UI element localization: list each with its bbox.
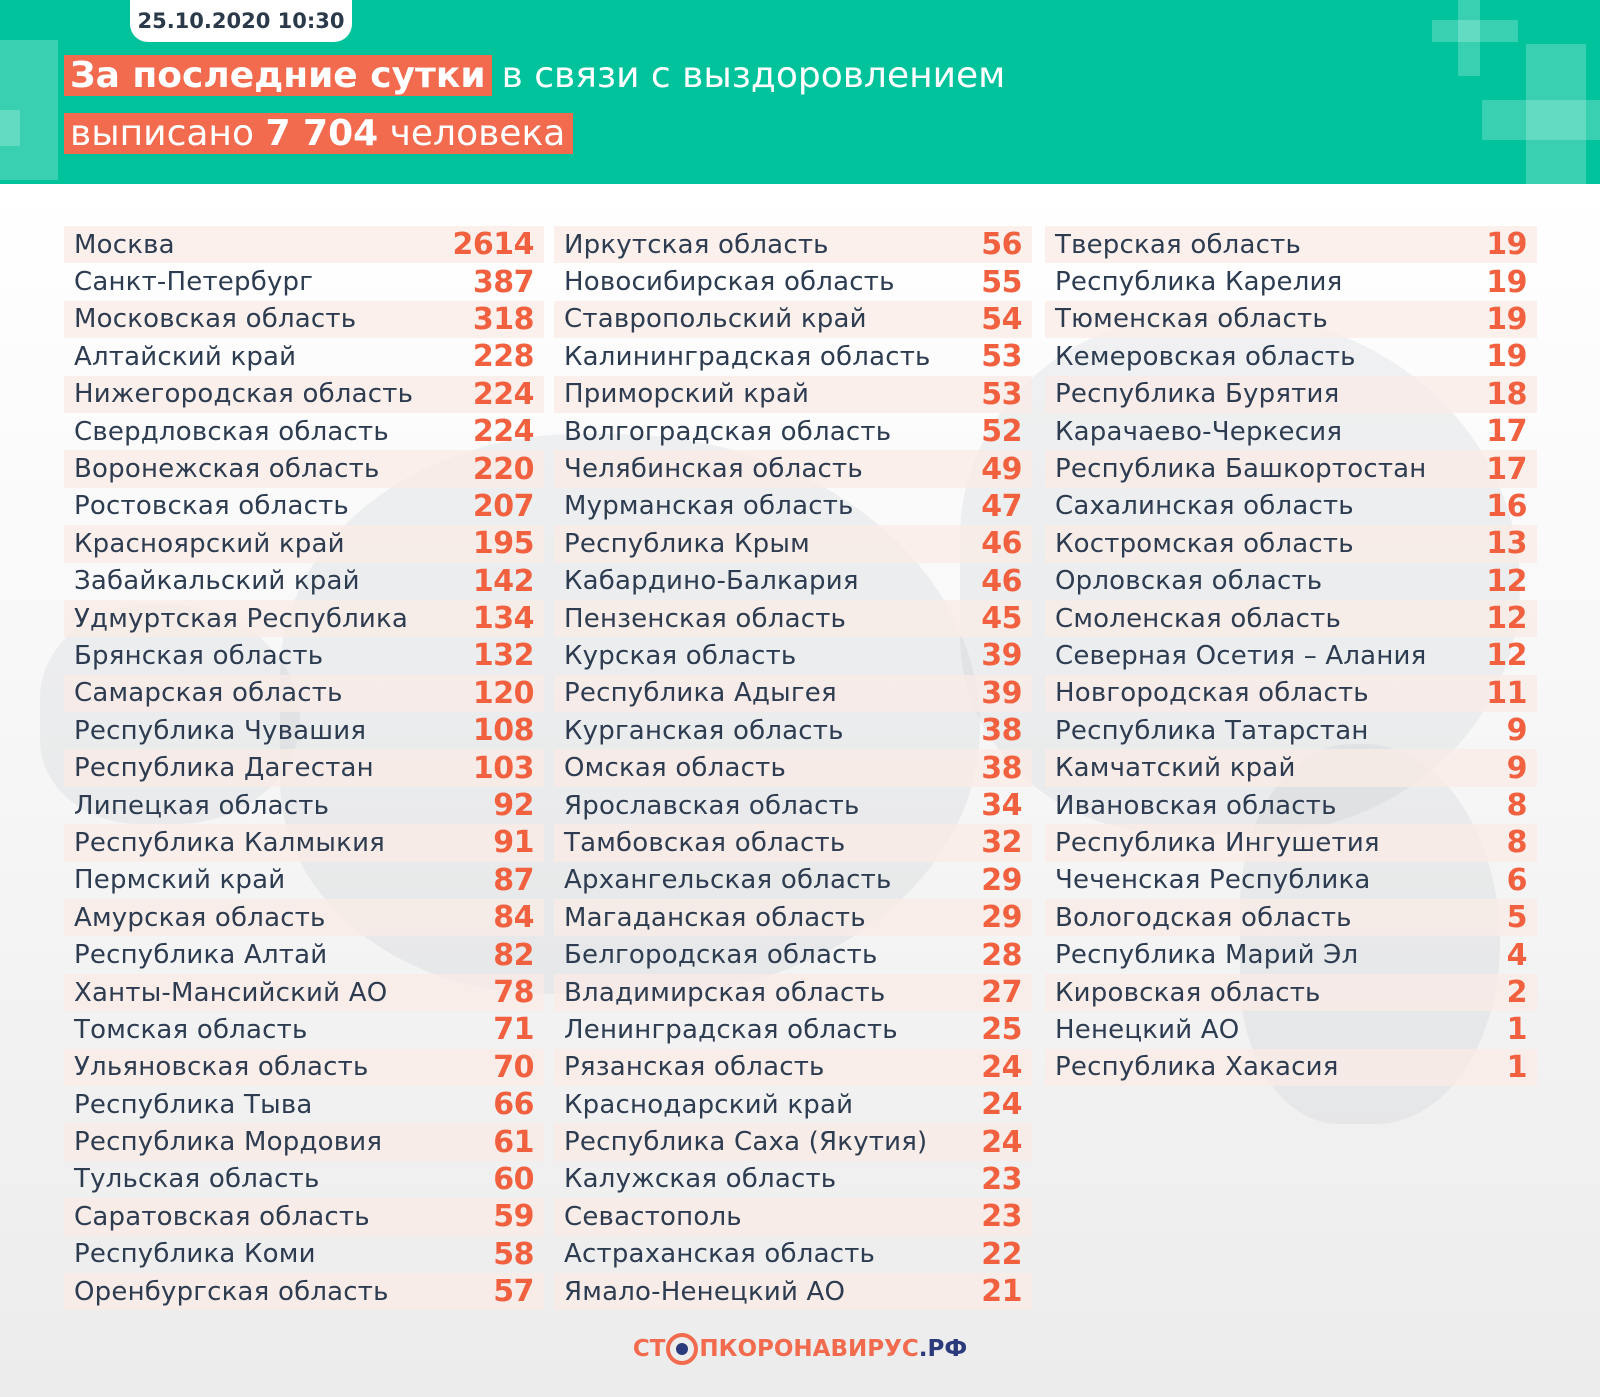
region-row <box>554 600 1032 637</box>
recovered-count: 103 <box>472 750 534 786</box>
region-row <box>1045 450 1537 487</box>
recovered-count: 8 <box>1506 788 1527 824</box>
recovered-count: 13 <box>1486 526 1527 562</box>
region-row <box>1045 824 1537 861</box>
region-row <box>1045 974 1537 1011</box>
recovered-count: 134 <box>472 601 534 637</box>
region-row <box>554 974 1032 1011</box>
recovered-count: 39 <box>981 638 1022 674</box>
region-row <box>64 413 544 450</box>
region-name: Республика Чувашия <box>74 715 367 746</box>
region-row <box>1045 226 1537 263</box>
region-name: Карачаево-Черкесия <box>1055 416 1343 447</box>
recovered-count: 228 <box>472 339 534 375</box>
recovered-count: 16 <box>1486 488 1527 524</box>
recovered-count: 12 <box>1486 563 1527 599</box>
region-name: Курская область <box>564 640 797 671</box>
recovered-count: 2614 <box>452 227 534 263</box>
region-row <box>554 637 1032 674</box>
region-row <box>554 749 1032 786</box>
recovered-count: 38 <box>981 750 1022 786</box>
region-name: Республика Марий Эл <box>1055 940 1359 971</box>
recovered-count: 220 <box>472 451 534 487</box>
region-name: Курганская область <box>564 715 844 746</box>
region-name: Свердловская область <box>74 416 389 447</box>
region-row <box>1045 862 1537 899</box>
region-row <box>1045 749 1537 786</box>
region-name: Смоленская область <box>1055 603 1341 634</box>
region-name: Кировская область <box>1055 977 1321 1008</box>
recovered-count: 39 <box>981 675 1022 711</box>
recovered-count: 66 <box>493 1087 534 1123</box>
region-row <box>64 899 544 936</box>
region-row <box>64 226 544 263</box>
region-name: Владимирская область <box>564 977 886 1008</box>
recovered-count: 19 <box>1486 264 1527 300</box>
region-name: Астраханская область <box>564 1239 876 1270</box>
region-name: Кемеровская область <box>1055 341 1356 372</box>
region-row <box>554 862 1032 899</box>
recovered-count: 32 <box>981 825 1022 861</box>
region-row <box>1045 675 1537 712</box>
headline-line-2 <box>64 108 573 160</box>
region-name: Республика Башкортостан <box>1055 454 1427 485</box>
region-name: Белгородская область <box>564 940 878 971</box>
region-name: Кабардино-Балкария <box>564 566 859 597</box>
region-name: Севастополь <box>564 1201 742 1232</box>
recovered-count: 46 <box>981 526 1022 562</box>
region-row <box>554 1011 1032 1048</box>
region-name: Санкт-Петербург <box>74 267 314 298</box>
recovered-count: 22 <box>981 1236 1022 1272</box>
region-name: Республика Бурятия <box>1055 379 1340 410</box>
recovered-count: 4 <box>1506 937 1527 973</box>
region-row <box>1045 488 1537 525</box>
region-name: Чеченская Республика <box>1055 865 1371 896</box>
region-name: Липецкая область <box>74 790 330 821</box>
region-name: Тульская область <box>74 1164 320 1195</box>
region-name: Северная Осетия – Алания <box>1055 640 1427 671</box>
recovered-count: 28 <box>981 937 1022 973</box>
region-row <box>64 974 544 1011</box>
region-row <box>1045 899 1537 936</box>
region-row <box>554 376 1032 413</box>
region-row <box>554 263 1032 300</box>
region-row <box>64 1161 544 1198</box>
region-name: Краснодарский край <box>564 1089 854 1120</box>
region-row <box>1045 712 1537 749</box>
region-name: Ярославская область <box>564 790 860 821</box>
region-row <box>64 712 544 749</box>
recovered-count: 2 <box>1506 975 1527 1010</box>
region-row <box>64 488 544 525</box>
recovered-count: 9 <box>1506 713 1527 749</box>
recovered-count: 54 <box>981 301 1022 337</box>
region-name: Ставропольский край <box>564 304 867 335</box>
region-row <box>1045 263 1537 300</box>
region-name: Рязанская область <box>564 1052 825 1083</box>
region-name: Амурская область <box>74 902 326 933</box>
recovered-count: 387 <box>472 264 534 300</box>
region-row <box>1045 1049 1537 1086</box>
region-row <box>1045 376 1537 413</box>
region-name: Камчатский край <box>1055 753 1296 784</box>
region-name: Вологодская область <box>1055 902 1352 933</box>
region-row <box>554 899 1032 936</box>
region-name: Московская область <box>74 304 357 335</box>
region-row <box>554 1273 1032 1310</box>
region-row <box>64 1123 544 1160</box>
region-name: Пермский край <box>74 865 286 896</box>
region-name: Республика Саха (Якутия) <box>564 1127 928 1158</box>
region-row <box>554 563 1032 600</box>
region-row <box>64 637 544 674</box>
region-name: Калининградская область <box>564 341 931 372</box>
recovered-count: 1 <box>1506 1012 1527 1048</box>
decorative-cross <box>1482 100 1600 140</box>
region-row <box>1045 525 1537 562</box>
logo-text-start: СТ <box>632 1336 666 1362</box>
region-row <box>554 675 1032 712</box>
recovered-count: 92 <box>493 788 534 824</box>
region-name: Удмуртская Республика <box>74 603 409 634</box>
region-name: Республика Адыгея <box>564 678 837 709</box>
region-row <box>554 338 1032 375</box>
region-name: Иркутская область <box>564 229 829 260</box>
recovered-count: 19 <box>1486 301 1527 337</box>
headline-prefix: выписано <box>70 113 254 154</box>
region-name: Магаданская область <box>564 902 866 933</box>
headline-suffix: человека <box>389 113 566 154</box>
region-row <box>1045 1011 1537 1048</box>
region-row <box>554 1198 1032 1235</box>
recovered-count: 224 <box>472 414 534 450</box>
recovered-count: 27 <box>981 975 1022 1010</box>
region-row <box>554 787 1032 824</box>
region-row <box>64 1086 544 1123</box>
region-row <box>64 862 544 899</box>
region-name: Республика Тыва <box>74 1089 313 1120</box>
region-name: Новосибирская область <box>564 267 895 298</box>
logo-text-main: ПКОРОНАВИРУС <box>699 1336 919 1362</box>
region-name: Архангельская область <box>564 865 892 896</box>
recovered-count: 70 <box>493 1049 534 1085</box>
region-row <box>64 787 544 824</box>
region-row <box>64 675 544 712</box>
recovered-count: 207 <box>472 488 534 524</box>
region-name: Москва <box>74 229 175 260</box>
recovered-count: 47 <box>981 488 1022 524</box>
region-row <box>64 1273 544 1310</box>
region-name: Республика Алтай <box>74 940 328 971</box>
region-row <box>64 824 544 861</box>
recovered-count: 46 <box>981 563 1022 599</box>
recovered-count: 9 <box>1506 750 1527 786</box>
region-row <box>554 1161 1032 1198</box>
region-row <box>64 936 544 973</box>
logo-text-domain: .РФ <box>918 1336 968 1362</box>
region-row <box>1045 301 1537 338</box>
headline-highlight: За последние сутки <box>64 55 492 96</box>
headline-number: 7 704 <box>265 113 379 154</box>
recovered-count: 11 <box>1486 675 1527 711</box>
region-name: Сахалинская область <box>1055 491 1354 522</box>
recovered-count: 6 <box>1506 862 1527 898</box>
region-name: Приморский край <box>564 379 810 410</box>
recovered-count: 45 <box>981 601 1022 637</box>
region-name: Нижегородская область <box>74 379 414 410</box>
region-name: Ямало-Ненецкий АО <box>564 1276 846 1307</box>
region-name: Ульяновская область <box>74 1052 369 1083</box>
region-row <box>64 600 544 637</box>
region-row <box>554 936 1032 973</box>
region-name: Забайкальский край <box>74 566 360 597</box>
region-row <box>1045 936 1537 973</box>
recovered-count: 1 <box>1506 1049 1527 1085</box>
region-name: Республика Калмыкия <box>74 827 386 858</box>
region-name: Тюменская область <box>1055 304 1328 335</box>
recovered-count: 24 <box>981 1124 1022 1160</box>
region-name: Республика Хакасия <box>1055 1052 1339 1083</box>
recovered-count: 12 <box>1486 601 1527 637</box>
region-name: Ханты-Мансийский АО <box>74 977 388 1008</box>
region-row <box>554 712 1032 749</box>
region-name: Челябинская область <box>564 454 863 485</box>
region-row <box>554 1236 1032 1273</box>
recovered-count: 57 <box>493 1274 534 1310</box>
region-name: Алтайский край <box>74 341 297 372</box>
recovered-count: 23 <box>981 1199 1022 1235</box>
region-row <box>554 1086 1032 1123</box>
recovered-count: 25 <box>981 1012 1022 1048</box>
recovered-count: 17 <box>1486 414 1527 450</box>
recovered-count: 24 <box>981 1049 1022 1085</box>
region-name: Республика Татарстан <box>1055 715 1369 746</box>
region-column-1 <box>64 226 544 1310</box>
decorative-cross <box>1432 20 1518 42</box>
region-name: Воронежская область <box>74 454 380 485</box>
region-row <box>554 488 1032 525</box>
region-name: Мурманская область <box>564 491 854 522</box>
region-row <box>64 450 544 487</box>
region-name: Республика Ингушетия <box>1055 827 1380 858</box>
region-name: Республика Карелия <box>1055 267 1343 298</box>
region-name: Республика Мордовия <box>74 1127 383 1158</box>
region-name: Волгоградская область <box>564 416 892 447</box>
region-name: Костромская область <box>1055 528 1354 559</box>
recovered-count: 34 <box>981 788 1022 824</box>
region-row <box>64 1011 544 1048</box>
headline-total <box>64 113 573 154</box>
region-row <box>554 1049 1032 1086</box>
header-banner <box>0 0 1600 184</box>
recovered-count: 195 <box>472 526 534 562</box>
recovered-count: 18 <box>1486 376 1527 412</box>
recovered-count: 19 <box>1486 227 1527 263</box>
recovered-count: 12 <box>1486 638 1527 674</box>
virus-stop-icon <box>666 1333 698 1365</box>
region-row <box>64 263 544 300</box>
region-name: Томская область <box>74 1014 308 1045</box>
recovered-count: 60 <box>493 1161 534 1197</box>
region-row <box>1045 413 1537 450</box>
region-row <box>64 749 544 786</box>
recovered-count: 87 <box>493 862 534 898</box>
region-row <box>1045 338 1537 375</box>
recovered-count: 120 <box>472 675 534 711</box>
recovered-count: 82 <box>493 937 534 973</box>
region-name: Ивановская область <box>1055 790 1337 821</box>
region-row <box>554 1123 1032 1160</box>
region-row <box>1045 787 1537 824</box>
region-row <box>64 1236 544 1273</box>
recovered-count: 24 <box>981 1087 1022 1123</box>
region-row <box>554 413 1032 450</box>
recovered-count: 56 <box>981 227 1022 263</box>
region-name: Ленинградская область <box>564 1014 898 1045</box>
recovered-count: 84 <box>493 900 534 936</box>
region-column-2 <box>554 226 1032 1310</box>
recovered-count: 49 <box>981 451 1022 487</box>
headline-line-1 <box>64 50 1005 102</box>
region-name: Республика Крым <box>564 528 810 559</box>
region-name: Саратовская область <box>74 1201 370 1232</box>
recovered-count: 71 <box>493 1012 534 1048</box>
recovered-count: 132 <box>472 638 534 674</box>
region-name: Самарская область <box>74 678 343 709</box>
region-row <box>554 301 1032 338</box>
region-row <box>1045 563 1537 600</box>
region-row <box>64 301 544 338</box>
region-name: Оренбургская область <box>74 1276 389 1307</box>
region-column-3 <box>1045 226 1537 1086</box>
region-name: Омская область <box>564 753 786 784</box>
region-name: Пензенская область <box>564 603 847 634</box>
recovered-count: 53 <box>981 339 1022 375</box>
recovered-count: 5 <box>1506 900 1527 936</box>
region-name: Тамбовская область <box>564 827 846 858</box>
region-row <box>64 563 544 600</box>
recovered-count: 23 <box>981 1161 1022 1197</box>
region-name: Новгородская область <box>1055 678 1369 709</box>
decorative-cross <box>0 110 20 146</box>
recovered-count: 29 <box>981 862 1022 898</box>
region-row <box>554 450 1032 487</box>
recovered-count: 38 <box>981 713 1022 749</box>
recovered-count: 224 <box>472 376 534 412</box>
region-name: Республика Дагестан <box>74 753 374 784</box>
region-row <box>1045 637 1537 674</box>
region-row <box>64 376 544 413</box>
stopcoronavirus-logo <box>0 1333 1600 1365</box>
recovered-count: 17 <box>1486 451 1527 487</box>
recovered-count: 55 <box>981 264 1022 300</box>
region-row <box>554 226 1032 263</box>
recovered-count: 53 <box>981 376 1022 412</box>
region-row <box>64 1049 544 1086</box>
region-name: Ненецкий АО <box>1055 1014 1240 1045</box>
region-row <box>1045 600 1537 637</box>
region-name: Республика Коми <box>74 1239 316 1270</box>
region-row <box>64 338 544 375</box>
recovered-count: 8 <box>1506 825 1527 861</box>
recovered-count: 78 <box>493 975 534 1010</box>
region-name: Тверская область <box>1055 229 1301 260</box>
recovered-count: 19 <box>1486 339 1527 375</box>
recovered-count: 59 <box>493 1199 534 1235</box>
recovered-count: 58 <box>493 1236 534 1272</box>
headline-rest: в связи с выздоровлением <box>501 55 1006 96</box>
region-row <box>554 525 1032 562</box>
recovered-count: 142 <box>472 563 534 599</box>
recovered-count: 29 <box>981 900 1022 936</box>
recovered-count: 108 <box>472 713 534 749</box>
recovered-count: 318 <box>472 301 534 337</box>
region-name: Орловская область <box>1055 566 1323 597</box>
recovered-count: 52 <box>981 414 1022 450</box>
region-name: Красноярский край <box>74 528 345 559</box>
date-tab: 25.10.2020 10:30 <box>130 0 352 42</box>
recovered-count: 91 <box>493 825 534 861</box>
region-name: Ростовская область <box>74 491 349 522</box>
recovered-count: 61 <box>493 1124 534 1160</box>
region-row <box>554 824 1032 861</box>
region-row <box>64 1198 544 1235</box>
region-name: Брянская область <box>74 640 324 671</box>
region-row <box>64 525 544 562</box>
region-name: Калужская область <box>564 1164 837 1195</box>
recovered-count: 21 <box>981 1274 1022 1310</box>
